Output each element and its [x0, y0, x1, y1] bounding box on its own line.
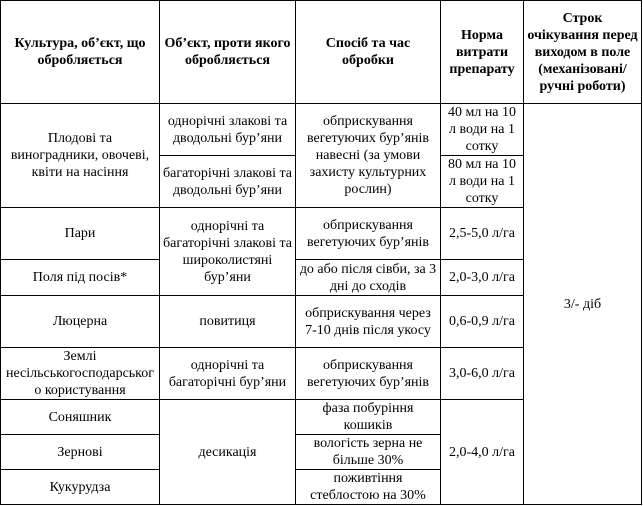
cell-culture-grain: Зернові: [1, 435, 160, 470]
cell-target-pary: однорічні та багаторічні злакові та широколистяні бур’яни: [160, 208, 296, 296]
header-target: Об’єкт, проти якого обробляється: [160, 1, 296, 104]
cell-method-pole: до або після сівби, за 3 дні до сходів: [296, 260, 441, 296]
cell-target-fruit-perennial: багаторічні злакові та дводольні бур’яни: [160, 156, 296, 208]
table-header-row: [1, 1, 642, 104]
cell-culture-pole: Поля під посів*: [1, 260, 160, 296]
header-culture: Культура, об’єкт, що обробляється: [1, 1, 160, 104]
cell-target-desiccation: десикація: [160, 400, 296, 505]
cell-waiting-period: 3/- діб: [524, 104, 642, 505]
cell-method-grain: вологість зерна не більше 30%: [296, 435, 441, 470]
cell-method-lyutserna: обприскування через 7-10 днів після укосу: [296, 296, 441, 348]
cell-method-corn: поживтіння стеблостою на 30%: [296, 470, 441, 505]
cell-rate-lyutserna: 0,6-0,9 л/га: [441, 296, 524, 348]
cell-culture-corn: Кукурудза: [1, 470, 160, 505]
cell-culture-sunflower: Соняшник: [1, 400, 160, 435]
cell-rate-fruit-annual: 40 мл на 10 л води на 1 сотку: [441, 104, 524, 156]
cell-target-lyutserna: повитиця: [160, 296, 296, 348]
cell-rate-pole: 2,0-3,0 л/га: [441, 260, 524, 296]
cell-target-fruit-annual: однорічні злакові та дводольні бур’яни: [160, 104, 296, 156]
cell-rate-desiccation: 2,0-4,0 л/га: [441, 400, 524, 505]
cell-method-pary: обприскування вегетуючих бур’янів: [296, 208, 441, 260]
cell-rate-zemli: 3,0-6,0 л/га: [441, 348, 524, 400]
header-method: Спосіб та час обробки: [296, 1, 441, 104]
cell-method-fruit: обприскування вегетуючих бур’янів навесні (за умови захисту культурних рослин): [296, 104, 441, 208]
header-waiting: Строк очікування перед виходом в поле (механізовані/ручні роботи): [524, 1, 642, 104]
cell-rate-pary: 2,5-5,0 л/га: [441, 208, 524, 260]
header-rate: Норма витрати препарату: [441, 1, 524, 104]
cell-rate-fruit-perennial: 80 мл на 10 л води на 1 сотку: [441, 156, 524, 208]
cell-culture-lyutserna: Люцерна: [1, 296, 160, 348]
cell-target-zemli: однорічні та багаторічні бур’яни: [160, 348, 296, 400]
cell-culture-pary: Пари: [1, 208, 160, 260]
cell-culture-fruit: Плодові та виноградники, овочеві, квіти на насіння: [1, 104, 160, 208]
cell-method-zemli: обприскування вегетуючих бур’янів: [296, 348, 441, 400]
cell-culture-zemli: Землі несільськогосподарського користування: [1, 348, 160, 400]
table-row: [1, 104, 642, 156]
cell-method-sunflower: фаза побуріння кошиків: [296, 400, 441, 435]
